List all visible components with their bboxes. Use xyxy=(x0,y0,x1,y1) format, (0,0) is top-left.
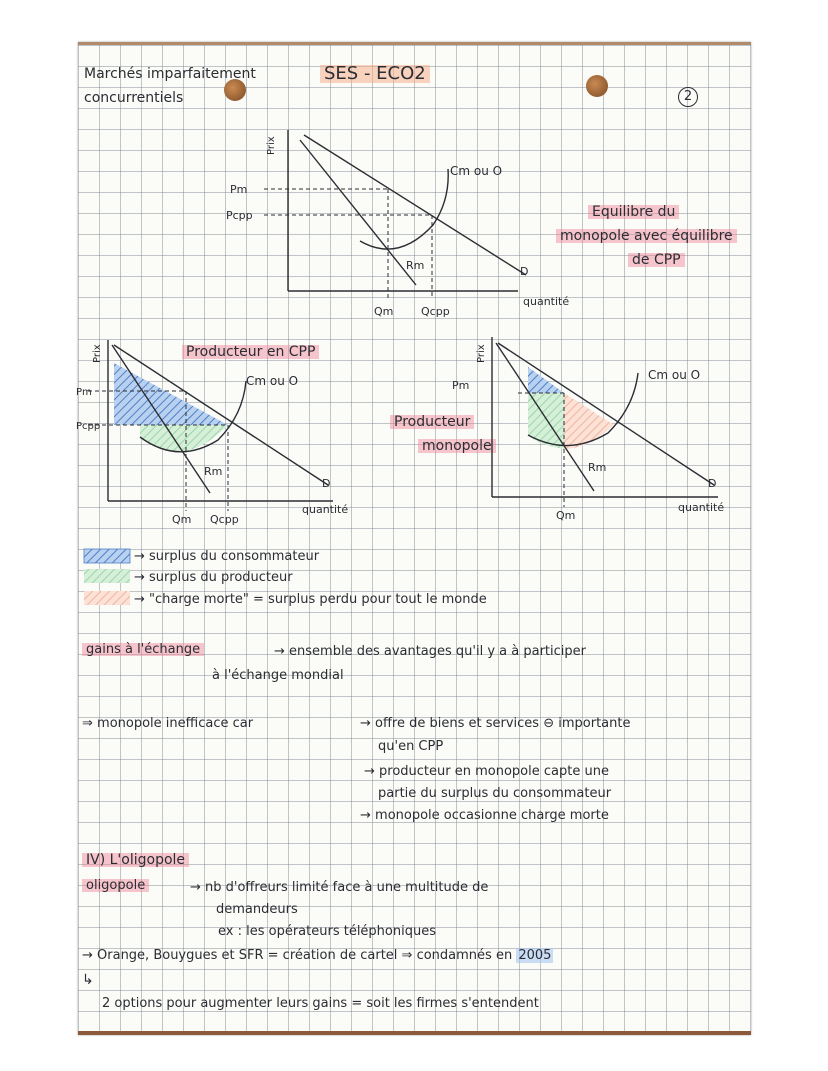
reason2-line2: partie du surplus du consommateur xyxy=(378,786,612,801)
legend-swatch-deadweight xyxy=(84,591,130,605)
left-rm-label: Rm xyxy=(204,465,223,478)
right-tick-pm: Pm xyxy=(452,379,470,392)
left-consumer-surplus xyxy=(114,363,228,425)
legend-swatch-producer xyxy=(84,569,130,583)
oligopole-term: oligopole xyxy=(82,879,149,892)
legend-swatch-consumer xyxy=(84,549,130,563)
left-tick-pm: Pm xyxy=(76,387,92,398)
top-tick-pm: Pm xyxy=(230,183,248,196)
top-demand-line xyxy=(304,135,526,275)
options-line: 2 options pour augmenter leurs gains = soit les firmes s'entendent xyxy=(102,996,539,1011)
top-cm-curve xyxy=(360,169,448,249)
top-graph-note-line1: Equilibre du xyxy=(588,205,679,219)
right-y-label: Prix xyxy=(476,344,487,363)
top-y-label: Prix xyxy=(266,136,277,155)
header-title-line1: Marchés imparfaitement xyxy=(84,66,256,82)
left-x-label: quantité xyxy=(302,503,349,516)
cartel-line: → Orange, Bouygues et SFR = création de cartel ⇒ condamnés en 2005 xyxy=(82,948,552,963)
right-consumer-surplus xyxy=(528,367,564,393)
reason3: → monopole occasionne charge morte xyxy=(360,808,609,823)
right-tick-qm: Qm xyxy=(556,509,576,522)
oligopole-example: ex : les opérateurs téléphoniques xyxy=(218,924,436,939)
left-graph-title: Producteur en CPP xyxy=(182,345,319,359)
top-d-label: D xyxy=(520,265,529,278)
notebook-page xyxy=(78,42,751,1035)
oligopole-def-line2: demandeurs xyxy=(216,902,298,917)
top-cm-label: Cm ou O xyxy=(450,164,503,178)
left-producer-surplus xyxy=(140,425,228,452)
gains-definition-line2: à l'échange mondial xyxy=(212,668,344,683)
top-tick-pcpp: Pcpp xyxy=(226,209,253,222)
legend-item-consumer: → surplus du consommateur xyxy=(134,549,320,564)
cartel-year: 2005 xyxy=(518,948,552,963)
left-y-label: Prix xyxy=(92,344,103,363)
gains-term: gains à l'échange xyxy=(82,643,204,656)
top-graph-note-line2: monopole avec équilibre xyxy=(556,229,737,243)
header-title-line2: concurrentiels xyxy=(84,90,184,106)
options-arrow-icon: ↳ xyxy=(82,972,94,988)
top-tick-qm: Qm xyxy=(374,305,394,318)
top-x-label: quantité xyxy=(523,295,570,308)
right-graph-label-line2: monopole xyxy=(418,439,496,453)
legend-item-producer: → surplus du producteur xyxy=(134,570,293,585)
monopole-lead: ⇒ monopole inefficace car xyxy=(82,716,254,731)
left-cm-label: Cm ou O xyxy=(246,374,299,388)
page-number: 2 xyxy=(678,87,698,107)
right-deadweight-loss xyxy=(564,393,614,449)
right-graph xyxy=(452,337,724,522)
top-rm-line xyxy=(300,140,416,285)
right-graph-label-line1: Producteur xyxy=(390,415,474,429)
left-d-label: D xyxy=(322,477,331,490)
legend-item-deadweight: → "charge morte" = surplus perdu pour tout le monde xyxy=(134,592,487,607)
page-title: SES - ECO2 xyxy=(320,65,430,83)
left-tick-pcpp: Pcpp xyxy=(76,421,101,432)
top-graph-note-line3: de CPP xyxy=(628,253,685,267)
right-rm-label: Rm xyxy=(588,461,607,474)
top-graph xyxy=(226,130,569,318)
right-producer-surplus xyxy=(528,393,564,449)
left-tick-qm: Qm xyxy=(172,513,192,526)
left-tick-qcpp: Qcpp xyxy=(210,513,239,526)
left-graph xyxy=(76,340,348,526)
reason2-line1: → producteur en monopole capte une xyxy=(364,764,609,779)
top-rm-label: Rm xyxy=(406,259,425,272)
reason1-line1: → offre de biens et services ⊖ importante xyxy=(360,716,631,731)
reason1-line2: qu'en CPP xyxy=(378,739,444,754)
top-tick-qcpp: Qcpp xyxy=(421,305,450,318)
section-heading: IV) L'oligopole xyxy=(82,853,189,867)
right-d-label: D xyxy=(708,477,717,490)
right-x-label: quantité xyxy=(678,501,725,514)
gains-definition-line1: → ensemble des avantages qu'il y a à participer xyxy=(274,644,586,659)
right-cm-label: Cm ou O xyxy=(648,368,701,382)
oligopole-def-line1: → nb d'offreurs limité face à une multitude de xyxy=(190,880,489,895)
